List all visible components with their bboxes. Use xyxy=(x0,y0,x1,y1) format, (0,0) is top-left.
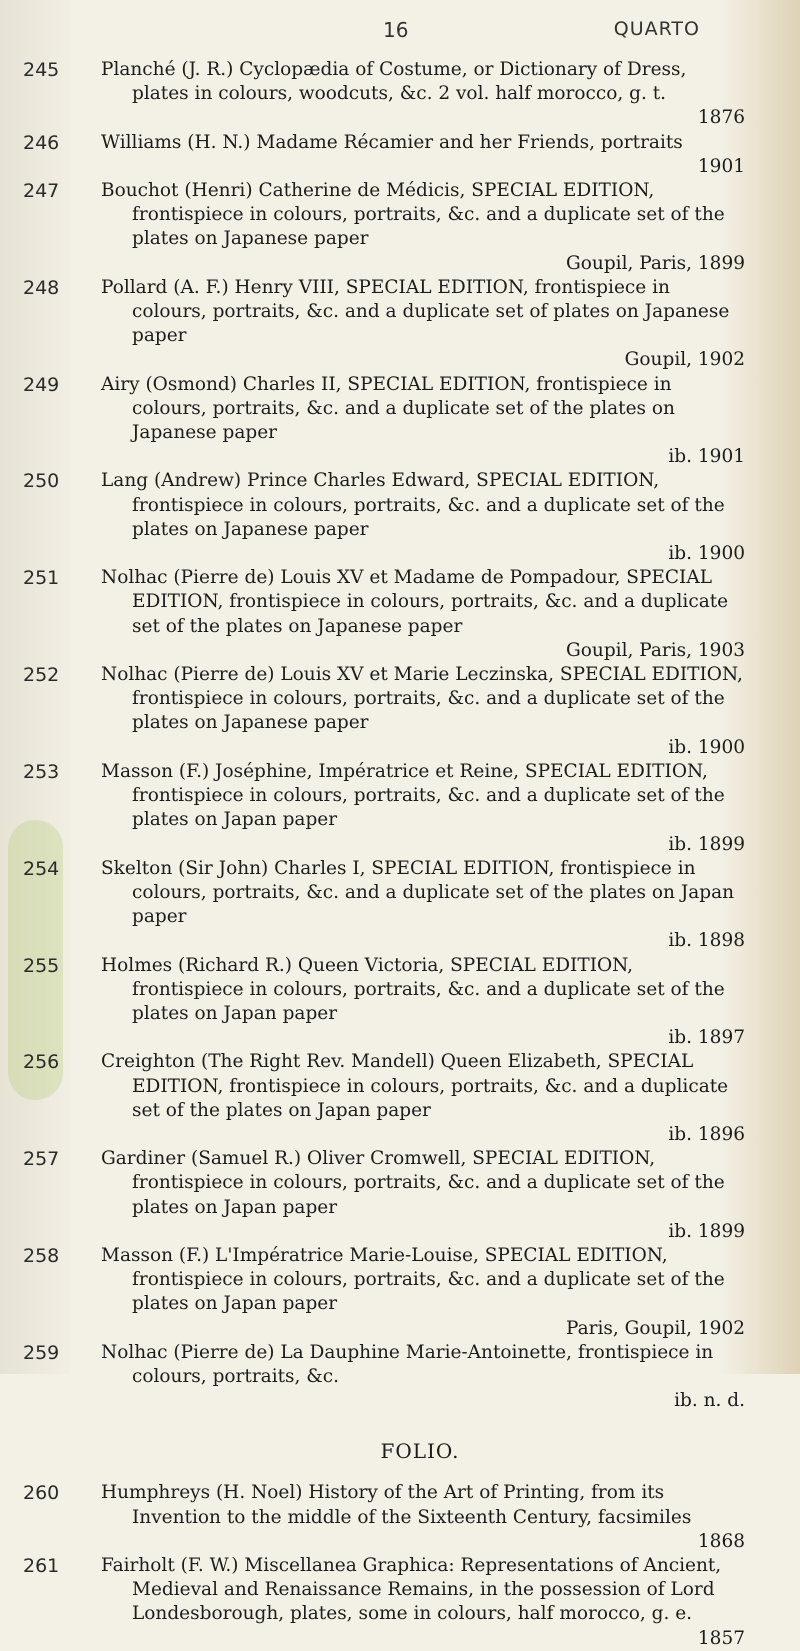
lot-number: 257 xyxy=(23,1148,60,1171)
entry-description: Creighton (The Right Rev. Mandell) Queen Elizabeth, SPECIAL EDITION, frontispiece in colours, portraits, &c. and a duplicate set of the plates on Japan paper xyxy=(101,1051,729,1121)
catalogue-entry xyxy=(23,1341,745,1414)
lot-number: 256 xyxy=(23,1051,60,1074)
entry-imprint: 1868 xyxy=(697,1530,745,1552)
catalogue-entry xyxy=(23,1481,745,1554)
lot-number: 249 xyxy=(23,373,60,396)
catalogue-entry xyxy=(23,954,745,1051)
catalogue-entry xyxy=(23,1147,745,1244)
lot-number: 252 xyxy=(23,664,60,687)
catalogue-entry xyxy=(23,1554,745,1651)
entry-imprint: Goupil, Paris, 1899 xyxy=(565,252,745,274)
entry-imprint: 1857 xyxy=(697,1627,745,1649)
entry-description: Humphreys (H. Noel) History of the Art of Printing, from its Invention to the middle of the Sixteenth Century, facsimiles xyxy=(101,1482,692,1528)
entry-description: Nolhac (Pierre de) Louis XV et Marie Leczinska, SPECIAL EDITION, frontispiece in colours, portraits, &c. and a duplicate set of the plates on Japanese paper xyxy=(101,664,743,734)
entry-imprint: ib. 1900 xyxy=(668,736,745,758)
entry-description: Williams (H. N.) Madame Récamier and her Friends, portraits xyxy=(101,131,683,153)
catalogue-entry xyxy=(23,1244,745,1341)
entry-description: Pollard (A. F.) Henry VIII, SPECIAL EDITION, frontispiece in colours, portraits, &c. and a duplicate set of plates on Japanese paper xyxy=(101,276,730,347)
catalogue-entry xyxy=(23,566,745,663)
entry-imprint: ib. 1899 xyxy=(668,1220,745,1242)
lot-number: 250 xyxy=(23,470,60,493)
lot-number: 253 xyxy=(23,760,60,783)
page-number: 16 xyxy=(383,18,409,42)
entry-description: Masson (F.) L'Impératrice Marie-Louise, SPECIAL EDITION, frontispiece in colours, portraits, &c. and a duplicate set of the plates on Japan paper xyxy=(101,1244,725,1315)
catalogue-entry xyxy=(23,373,745,470)
entry-imprint: ib. 1898 xyxy=(668,930,745,952)
entry-imprint: Goupil, Paris, 1903 xyxy=(565,639,745,661)
lot-number: 246 xyxy=(23,131,60,154)
entry-imprint: Paris, Goupil, 1902 xyxy=(565,1317,745,1339)
entry-description: Gardiner (Samuel R.) Oliver Cromwell, SPECIAL EDITION, frontispiece in colours, portraits, &c. and a duplicate set of the plates on Japan paper xyxy=(101,1148,725,1218)
entry-description: Bouchot (Henri) Catherine de Médicis, SPECIAL EDITION, frontispiece in colours, portraits, &c. and a duplicate set of the plates on Japanese paper xyxy=(101,180,725,250)
entry-imprint: ib. 1899 xyxy=(668,833,745,855)
lot-number: 260 xyxy=(23,1482,60,1505)
catalogue-entry xyxy=(23,469,745,566)
folio-entries xyxy=(0,1481,800,1650)
entry-imprint: 1876 xyxy=(697,107,745,129)
lot-number: 247 xyxy=(23,180,60,203)
lot-number: 255 xyxy=(23,954,60,977)
entry-imprint: ib. 1897 xyxy=(668,1027,745,1049)
catalogue-entry xyxy=(23,760,745,857)
entry-description: Lang (Andrew) Prince Charles Edward, SPECIAL EDITION, frontispiece in colours, portraits, &c. and a duplicate set of the plates on Japanese paper xyxy=(101,470,725,540)
entry-description: Nolhac (Pierre de) La Dauphine Marie-Antoinette, frontispiece in colours, portraits, &c. xyxy=(101,1341,714,1387)
lot-number: 254 xyxy=(23,857,60,880)
catalogue-entry xyxy=(23,276,745,373)
entry-imprint: ib. 1901 xyxy=(668,446,745,468)
section-heading-folio: FOLIO. xyxy=(380,1439,460,1464)
catalogue-entry xyxy=(23,131,745,179)
lot-number: 251 xyxy=(23,567,60,590)
quarto-entries xyxy=(0,58,800,1413)
lot-number: 248 xyxy=(23,276,60,299)
catalogue-entry xyxy=(23,1050,745,1147)
entry-description: Planché (J. R.) Cyclopædia of Costume, or Dictionary of Dress, plates in colours, woodcuts, &c. 2 vol. half morocco, g. t. xyxy=(101,59,687,105)
entry-description: Nolhac (Pierre de) Louis XV et Madame de Pompadour, SPECIAL EDITION, frontispiece in colours, portraits, &c. and a duplicate set of the plates on Japanese paper xyxy=(101,567,729,637)
entry-description: Airy (Osmond) Charles II, SPECIAL EDITION, frontispiece in colours, portraits, &c. and a duplicate set of the plates on Japanese paper xyxy=(101,373,675,444)
catalogue-entry xyxy=(23,179,745,276)
catalogue-entry xyxy=(23,663,745,760)
lot-number: 261 xyxy=(23,1554,60,1577)
catalogue-entries xyxy=(0,58,800,1651)
entry-imprint: ib. 1896 xyxy=(668,1123,745,1145)
catalogue-entry xyxy=(23,857,745,954)
catalogue-entry xyxy=(23,58,745,131)
lot-number: 245 xyxy=(23,59,60,81)
running-head: QUARTO xyxy=(613,18,700,40)
lot-number: 258 xyxy=(23,1244,60,1267)
lot-number: 259 xyxy=(23,1341,60,1364)
page-header xyxy=(0,10,800,50)
entry-imprint: ib. n. d. xyxy=(674,1390,745,1412)
entry-description: Fairholt (F. W.) Miscellanea Graphica: Representations of Ancient, Medieval and Renaissance Remains, in the possession of Lord Londesborough, plates, some in colours, half morocco, g. e. xyxy=(101,1554,722,1625)
entry-description: Holmes (Richard R.) Queen Victoria, SPECIAL EDITION, frontispiece in colours, portraits, &c. and a duplicate set of the plates on Japan paper xyxy=(101,954,725,1024)
entry-imprint: Goupil, 1902 xyxy=(624,349,745,371)
entry-imprint: ib. 1900 xyxy=(668,543,745,565)
entry-description: Masson (F.) Joséphine, Impératrice et Reine, SPECIAL EDITION, frontispiece in colours, portraits, &c. and a duplicate set of the plates on Japan paper xyxy=(101,760,725,831)
entry-description: Skelton (Sir John) Charles I, SPECIAL EDITION, frontispiece in colours, portraits, &c. and a duplicate set of the plates on Japan paper xyxy=(101,857,735,928)
entry-imprint: 1901 xyxy=(697,155,745,177)
